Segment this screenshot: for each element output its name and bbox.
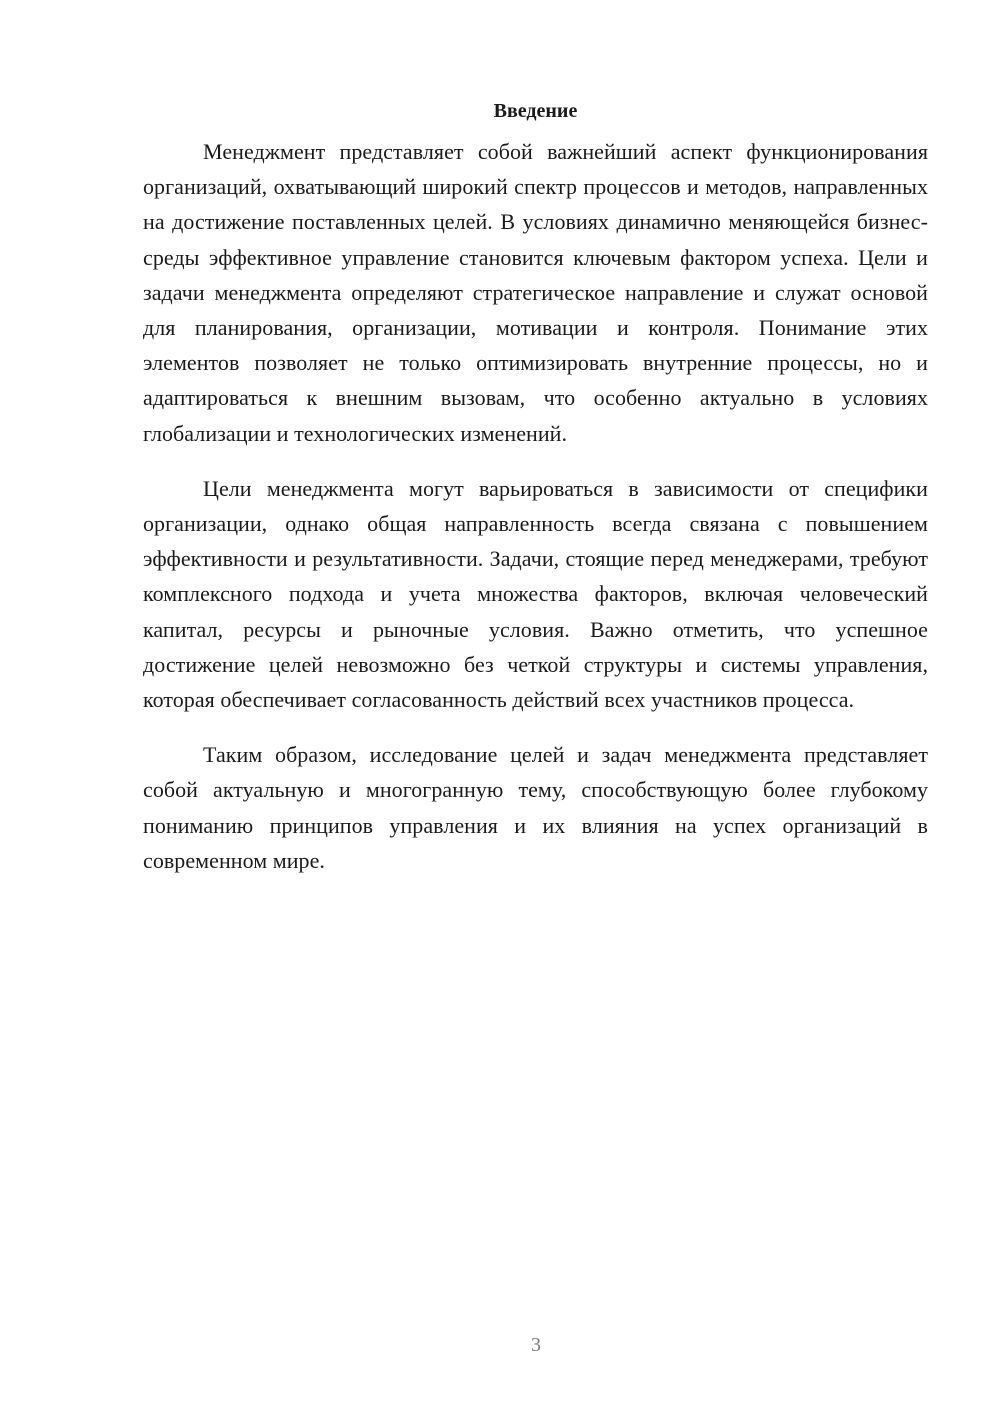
paragraph-2: Цели менеджмента могут варьироваться в зависимости от специфики организации, однако общая направленность всегда связана с повышением эффективности и результативности. Задачи, стоящие перед менеджерами, требуют комплексного подхода и учета множества факторов, включая человеческий капитал, ресурсы и рыночные условия. Важно отметить, что успешное достижение целей невозможно без четкой структуры и системы управления, которая обеспечивает согласованность действий всех участников процесса. <box>143 475 928 713</box>
page-number: 3 <box>531 1334 541 1356</box>
document-page <box>143 98 928 878</box>
paragraph-3: Таким образом, исследование целей и задач менеджмента представляет собой актуальную и многогранную тему, способствующую более глубокому пониманию принципов управления и их влияния на успех организаций в современном мире. <box>143 742 928 873</box>
paragraph-1: Менеджмент представляет собой важнейший аспект функционирования организаций, охватывающий широкий спектр процессов и методов, направленных на достижение поставленных целей. В условиях динамично меняющейся бизнес-среды эффективное управление становится ключевым фактором успеха. Цели и задачи менеджмента определяют стратегическое направление и служат основой для планирования, организации, мотивации и контроля. Понимание этих элементов позволяет не только оптимизировать внутренние процессы, но и адаптироваться к внешним вызовам, что особенно актуально в условиях глобализации и технологических изменений. <box>143 139 928 446</box>
section-heading: Введение <box>493 100 578 122</box>
